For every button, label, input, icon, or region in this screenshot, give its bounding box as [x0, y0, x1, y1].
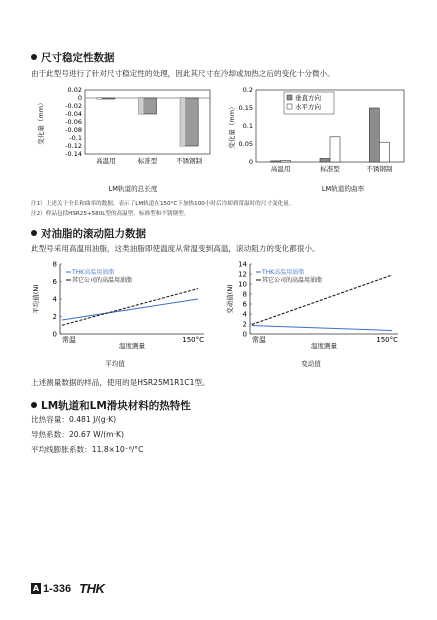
y-tick-label: 14	[238, 260, 247, 269]
y-tick-label: 8	[242, 290, 247, 299]
bar-vertical	[271, 161, 281, 162]
x-tick-label: 不锈钢制	[176, 157, 203, 165]
x-tick-label: 标准型	[137, 157, 158, 165]
y-tick-label: -0.02	[65, 102, 82, 110]
y-tick-label: 12	[238, 270, 247, 279]
legend-label: 水平方向	[295, 103, 321, 111]
bar-highlight	[97, 98, 102, 99]
y-tick-label: 0.2	[242, 86, 253, 94]
section-badge: A	[32, 584, 40, 593]
x-tick-label: 不锈钢制	[366, 165, 393, 173]
bullet-icon	[31, 230, 37, 236]
y-tick-label: 0.1	[242, 122, 253, 130]
chart-length-change	[30, 82, 220, 194]
y-tick-label: -0.06	[65, 118, 82, 126]
section-body-dimensional-stability: 由于此型号进行了针对尺寸稳定性的处理，因此其尺寸在冷却或加热之后的变化十分微小。	[31, 69, 335, 78]
x-axis-label: 温度测量	[311, 342, 337, 350]
thk-logo: THK	[79, 581, 105, 596]
y-tick-label: 0	[77, 94, 82, 102]
page-footer	[31, 581, 104, 596]
y-tick-label: 10	[238, 280, 247, 289]
page-number: 1-336	[43, 582, 72, 595]
y-axis-label: 变动值(N)	[226, 284, 234, 314]
bar-vertical	[320, 158, 330, 162]
section-title-thermal-properties: LM轨道和LM滑块材料的热特性	[31, 398, 191, 413]
note-2: 注2）样品包括HSR25+580L型的高温型、标准型和不锈钢型。	[31, 211, 190, 217]
chart1-xlabel: LM轨道的总长度	[108, 185, 158, 193]
legend-swatch	[287, 95, 292, 100]
x-axis-label: 温度测量	[119, 342, 145, 350]
y-tick-label: 0.15	[238, 104, 253, 112]
bullet-icon	[31, 402, 37, 408]
y-tick-label: -0.08	[65, 126, 82, 134]
property-linear-expansion: 平均线膨胀系数：11.8×10⁻⁶/°C	[31, 445, 144, 454]
bar-horizontal	[330, 137, 340, 162]
y-tick-label: -0.1	[69, 134, 82, 142]
section-body-rolling-resistance: 此型号采用高温用油脂，这类油脂即使温度从常温变到高温，滚动阻力的变化都很小。	[31, 244, 320, 253]
chart-variation-value	[226, 258, 416, 358]
y-tick-label: 0	[242, 330, 247, 339]
chart2-xlabel: LM轨道的曲率	[321, 185, 365, 193]
y-tick-label: 2	[52, 313, 57, 321]
y-tick-label: 8	[52, 260, 57, 269]
x-start-label: 常温	[252, 336, 266, 344]
x-start-label: 常温	[62, 336, 76, 344]
legend-label: 垂直方向	[295, 94, 321, 102]
series-line-0	[62, 299, 198, 320]
chart4-caption: 变动值	[301, 360, 321, 368]
bar-horizontal	[379, 142, 389, 162]
legend-label: THK高温用油脂	[262, 269, 305, 276]
y-tick-label: 4	[52, 295, 57, 304]
legend-label: 其它公司的高温用油脂	[72, 277, 133, 284]
x-tick-label: 标准型	[320, 165, 340, 173]
section-title-rolling-resistance: 对油脂的滚动阻力数据	[31, 226, 146, 241]
y-tick-label: 0.05	[238, 140, 253, 148]
bar-horizontal	[281, 161, 291, 162]
y-tick-label: 2	[242, 320, 247, 329]
x-tick-label: 高温用	[96, 157, 116, 165]
x-tick-label: 高温用	[270, 165, 291, 173]
x-end-label: 150°C	[182, 336, 204, 344]
series-line-0	[252, 326, 392, 331]
legend-swatch	[287, 104, 292, 109]
bar-highlight	[180, 98, 185, 146]
legend-label: 其它公司的高温用油脂	[262, 277, 323, 284]
y-axis-label: 平均值(N)	[32, 284, 40, 314]
x-end-label: 150°C	[376, 336, 398, 344]
property-specific-heat: 比热容量：0.481 J/(g·K)	[31, 415, 117, 424]
y-axis-label: 变化量（mm）	[37, 99, 45, 145]
y-tick-label: -0.12	[65, 142, 82, 150]
y-tick-label: 6	[52, 278, 57, 286]
section-title-dimensional-stability: 尺寸稳定性数据	[31, 50, 115, 65]
chart3-caption: 平均值	[105, 360, 125, 368]
series-line-1	[62, 289, 198, 326]
chart-average-value	[30, 258, 220, 358]
property-thermal-conductivity: 导热系数：20.67 W/(m·K)	[31, 430, 124, 439]
note-1: 注1）上述关于全长和曲率的数据，表示了LM轨道在150°C下加热100小时后冷却到常温时的尺寸变化量。	[31, 201, 295, 207]
bullet-icon	[31, 54, 37, 60]
y-tick-label: -0.04	[65, 110, 82, 118]
y-axis-label: 变化量（mm）	[228, 103, 236, 149]
bar-highlight	[139, 98, 144, 114]
y-tick-label: 6	[242, 300, 247, 309]
y-tick-label: 0	[52, 330, 57, 339]
y-tick-label: 4	[242, 310, 247, 319]
sample-note: 上述测量数据的样品，使用的是HSR25M1R1C1型。	[31, 378, 210, 387]
chart-curvature-change	[226, 82, 416, 194]
y-tick-label: -0.14	[65, 150, 82, 158]
bar-vertical	[369, 108, 379, 162]
legend-label: THK高温用油脂	[72, 269, 115, 276]
y-tick-label: 0	[248, 158, 253, 166]
y-tick-label: 0.02	[67, 86, 82, 94]
